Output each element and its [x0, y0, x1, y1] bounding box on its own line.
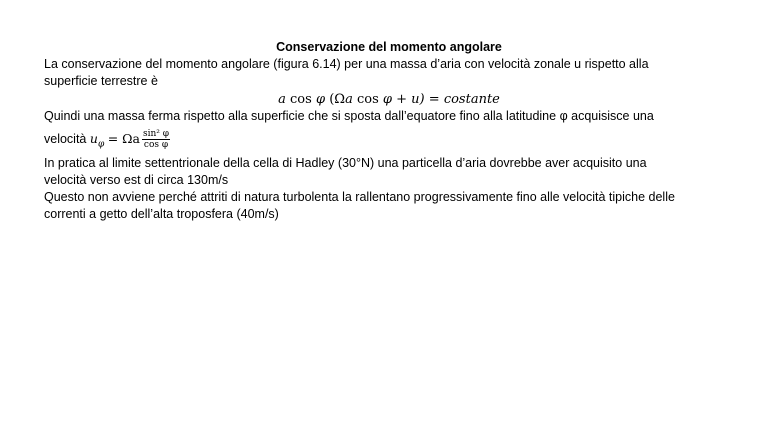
text-line-3: Quindi una massa ferma rispetto alla superficie che si sposta dall’equatore fino alla latitudine φ acquisisce una	[44, 109, 654, 123]
formula-rhs: costante	[443, 92, 500, 107]
formula-cos-1: cos	[290, 92, 312, 107]
fraction-denominator: cos φ	[143, 140, 169, 151]
formula-phi-1: φ	[315, 92, 326, 107]
formula-phi-2: φ	[382, 92, 392, 107]
u-subscript: φ	[97, 139, 105, 150]
velocity-fraction	[142, 129, 170, 150]
equals-omega-a: = Ωa	[107, 131, 140, 146]
formula-equals: =	[428, 92, 440, 107]
text-line-6: velocità verso est di circa 130m/s	[44, 173, 229, 187]
u-letter: u	[89, 131, 98, 146]
formula-cos-2: cos	[356, 92, 379, 107]
text-line-5: In pratica al limite settentrionale della cella di Hadley (30°N) una particella d’aria dovrebbe aver acquisito una	[44, 156, 647, 170]
text-line-1: La conservazione del momento angolare (figura 6.14) per una massa d’aria con velocità zonale u rispetto alla	[44, 57, 649, 71]
velocity-label: velocità	[44, 132, 87, 146]
text-line-7: Questo non avviene perché attriti di natura turbolenta la rallentano progressivamente fino alle velocità tipiche delle	[44, 190, 675, 204]
formula-a-2: a	[345, 92, 353, 107]
text-line-2: superficie terrestre è	[44, 74, 158, 88]
u-symbol	[89, 131, 105, 150]
formula-a: a	[278, 92, 286, 107]
fraction-numerator: sin² φ	[143, 129, 170, 140]
formula-plus-u: + u)	[396, 92, 425, 107]
formula-open-omega: (Ω	[329, 92, 346, 107]
text-line-4	[44, 126, 170, 158]
text-line-8: correnti a getto dell’alta troposfera (40m/s)	[44, 207, 279, 221]
slide-title: Conservazione del momento angolare	[276, 40, 502, 54]
angular-momentum-formula	[0, 92, 768, 108]
